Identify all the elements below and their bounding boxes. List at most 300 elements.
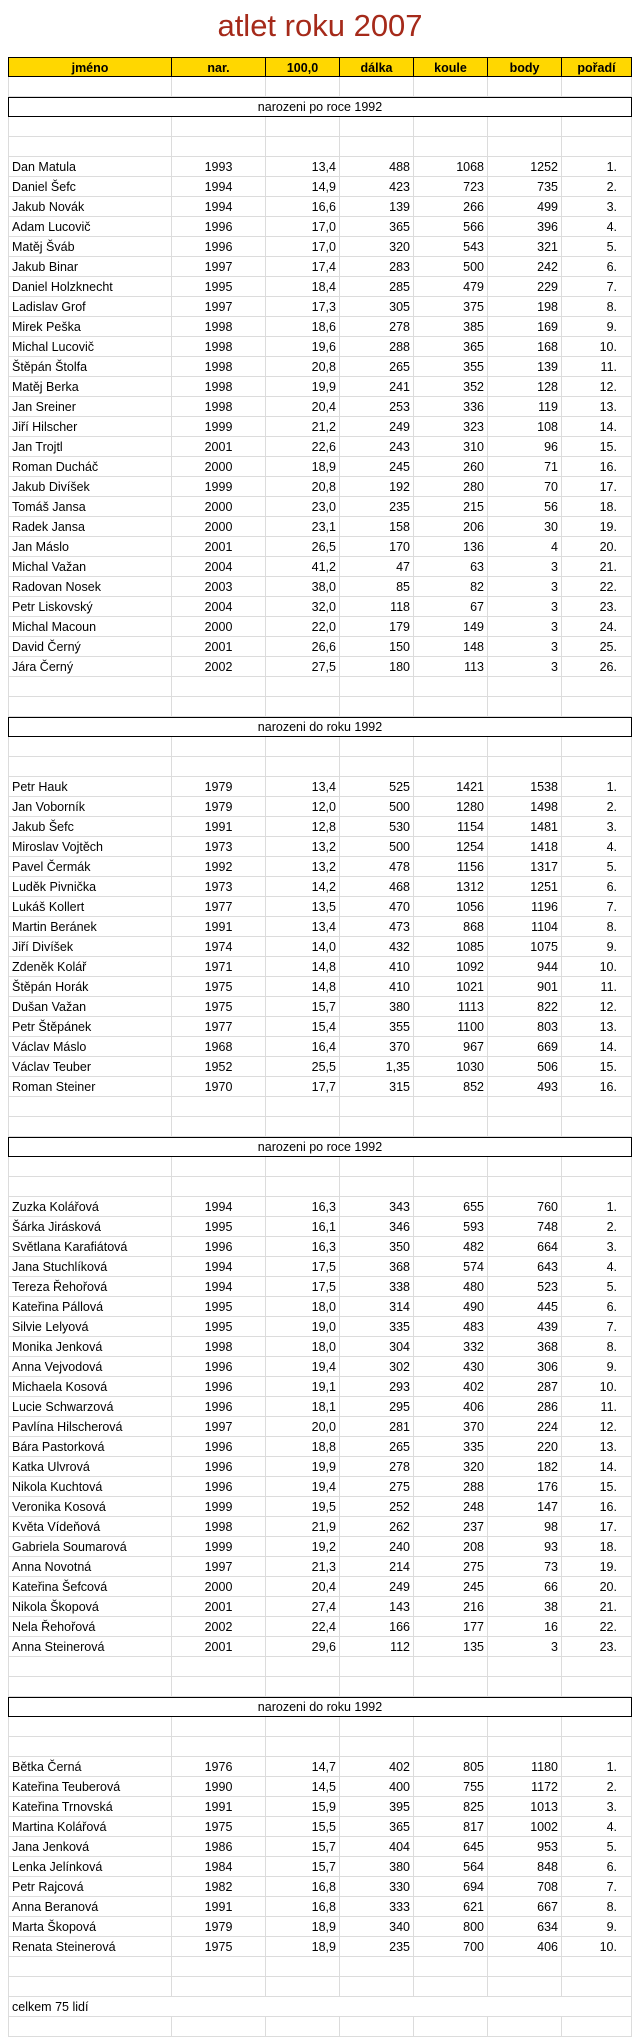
empty-cell: [266, 737, 340, 757]
empty-cell: [488, 1677, 562, 1697]
cell-points: 901: [488, 977, 562, 997]
cell-shot-put: 323: [414, 417, 488, 437]
cell-points: 1418: [488, 837, 562, 857]
empty-cell: [8, 1677, 172, 1697]
cell-rank: 7.: [562, 897, 632, 917]
empty-cell: [488, 77, 562, 97]
cell-sprint-100: 14,8: [266, 977, 340, 997]
empty-cell: [8, 1097, 172, 1117]
cell-long-jump: 340: [340, 1917, 414, 1937]
empty-cell: [8, 1657, 172, 1677]
cell-birth-year: 1995: [172, 1317, 266, 1337]
empty-cell: [8, 677, 172, 697]
cell-sprint-100: 22,6: [266, 437, 340, 457]
cell-birth-year: 2003: [172, 577, 266, 597]
cell-points: 38: [488, 1597, 562, 1617]
cell-birth-year: 2000: [172, 617, 266, 637]
cell-birth-year: 1995: [172, 1297, 266, 1317]
cell-name: Marta Škopová: [8, 1917, 172, 1937]
cell-sprint-100: 25,5: [266, 1057, 340, 1077]
empty-cell: [172, 1957, 266, 1977]
empty-cell: [488, 117, 562, 137]
empty-cell: [340, 1977, 414, 1997]
cell-sprint-100: 17,7: [266, 1077, 340, 1097]
cell-shot-put: 260: [414, 457, 488, 477]
cell-shot-put: 237: [414, 1517, 488, 1537]
cell-rank: 2.: [562, 177, 632, 197]
empty-cell: [172, 1117, 266, 1137]
cell-shot-put: 1312: [414, 877, 488, 897]
table-row: [8, 1477, 632, 1497]
cell-long-jump: 179: [340, 617, 414, 637]
cell-shot-put: 266: [414, 197, 488, 217]
blank-row: [8, 1737, 632, 1757]
cell-rank: 14.: [562, 1457, 632, 1477]
empty-cell: [172, 1677, 266, 1697]
cell-shot-put: 113: [414, 657, 488, 677]
table-row: [8, 917, 632, 937]
cell-birth-year: 1999: [172, 1537, 266, 1557]
table-row: [8, 1397, 632, 1417]
cell-sprint-100: 16,4: [266, 1037, 340, 1057]
empty-cell: [562, 1957, 632, 1977]
cell-rank: 3.: [562, 817, 632, 837]
cell-sprint-100: 21,2: [266, 417, 340, 437]
cell-shot-put: 967: [414, 1037, 488, 1057]
cell-points: 848: [488, 1857, 562, 1877]
cell-long-jump: 350: [340, 1237, 414, 1257]
empty-cell: [266, 1737, 340, 1757]
empty-cell: [340, 1737, 414, 1757]
cell-points: 368: [488, 1337, 562, 1357]
cell-name: Mirek Peška: [8, 317, 172, 337]
table-row: [8, 1577, 632, 1597]
cell-rank: 22.: [562, 1617, 632, 1637]
cell-name: Květa Vídeňová: [8, 1517, 172, 1537]
cell-name: Štěpán Štolfa: [8, 357, 172, 377]
empty-cell: [266, 1177, 340, 1197]
cell-birth-year: 2001: [172, 1597, 266, 1617]
table-row: [8, 997, 632, 1017]
cell-shot-put: 566: [414, 217, 488, 237]
cell-birth-year: 1996: [172, 1457, 266, 1477]
cell-name: Matěj Šváb: [8, 237, 172, 257]
cell-points: 406: [488, 1937, 562, 1957]
cell-name: Monika Jenková: [8, 1337, 172, 1357]
cell-long-jump: 473: [340, 917, 414, 937]
cell-shot-put: 1156: [414, 857, 488, 877]
cell-name: Tomáš Jansa: [8, 497, 172, 517]
cell-name: Jan Máslo: [8, 537, 172, 557]
cell-birth-year: 2000: [172, 457, 266, 477]
cell-shot-put: 136: [414, 537, 488, 557]
empty-cell: [8, 757, 172, 777]
cell-birth-year: 1998: [172, 337, 266, 357]
cell-shot-put: 805: [414, 1757, 488, 1777]
empty-cell: [8, 1957, 172, 1977]
cell-long-jump: 423: [340, 177, 414, 197]
cell-points: 523: [488, 1277, 562, 1297]
cell-sprint-100: 21,9: [266, 1517, 340, 1537]
cell-name: Kateřina Trnovská: [8, 1797, 172, 1817]
table-row: [8, 397, 632, 417]
cell-long-jump: 235: [340, 497, 414, 517]
empty-cell: [8, 1737, 172, 1757]
table-row: [8, 1877, 632, 1897]
cell-points: 822: [488, 997, 562, 1017]
cell-sprint-100: 18,8: [266, 1437, 340, 1457]
table-row: [8, 1557, 632, 1577]
cell-name: Lenka Jelínková: [8, 1857, 172, 1877]
page-title: atlet roku 2007: [217, 8, 423, 43]
empty-cell: [340, 2017, 414, 2037]
cell-birth-year: 1994: [172, 1197, 266, 1217]
cell-rank: 21.: [562, 557, 632, 577]
cell-name: Dušan Važan: [8, 997, 172, 1017]
empty-cell: [562, 1677, 632, 1697]
cell-rank: 10.: [562, 337, 632, 357]
table-row: [8, 537, 632, 557]
empty-cell: [562, 1657, 632, 1677]
table-row: [8, 357, 632, 377]
table-row: [8, 797, 632, 817]
cell-shot-put: 63: [414, 557, 488, 577]
cell-sprint-100: 17,4: [266, 257, 340, 277]
cell-birth-year: 1998: [172, 317, 266, 337]
table-row: [8, 437, 632, 457]
cell-sprint-100: 15,5: [266, 1817, 340, 1837]
cell-name: Šárka Jirásková: [8, 1217, 172, 1237]
cell-points: 321: [488, 237, 562, 257]
cell-rank: 9.: [562, 317, 632, 337]
cell-points: 1252: [488, 157, 562, 177]
cell-name: Nikola Škopová: [8, 1597, 172, 1617]
table-row: [8, 1197, 632, 1217]
table-row: [8, 217, 632, 237]
table-row: [8, 1297, 632, 1317]
cell-name: Štěpán Horák: [8, 977, 172, 997]
empty-cell: [340, 1957, 414, 1977]
cell-points: 493: [488, 1077, 562, 1097]
cell-long-jump: 118: [340, 597, 414, 617]
cell-name: Anna Vejvodová: [8, 1357, 172, 1377]
cell-name: Anna Steinerová: [8, 1637, 172, 1657]
table-row: [8, 957, 632, 977]
cell-points: 1317: [488, 857, 562, 877]
column-header-points: body: [488, 57, 562, 77]
cell-sprint-100: 26,5: [266, 537, 340, 557]
cell-birth-year: 1994: [172, 197, 266, 217]
cell-rank: 23.: [562, 1637, 632, 1657]
cell-points: 669: [488, 1037, 562, 1057]
cell-shot-put: 490: [414, 1297, 488, 1317]
cell-points: 667: [488, 1897, 562, 1917]
cell-sprint-100: 19,0: [266, 1317, 340, 1337]
cell-long-jump: 338: [340, 1277, 414, 1297]
cell-name: Petr Rajcová: [8, 1877, 172, 1897]
cell-name: Renata Steinerová: [8, 1937, 172, 1957]
empty-cell: [414, 1657, 488, 1677]
cell-birth-year: 1996: [172, 237, 266, 257]
table-row: [8, 1457, 632, 1477]
table-row: [8, 557, 632, 577]
cell-long-jump: 243: [340, 437, 414, 457]
cell-rank: 7.: [562, 277, 632, 297]
cell-shot-put: 177: [414, 1617, 488, 1637]
cell-points: 1002: [488, 1817, 562, 1837]
table-row: [8, 1277, 632, 1297]
cell-shot-put: 564: [414, 1857, 488, 1877]
cell-name: Pavlína Hilscherová: [8, 1417, 172, 1437]
cell-birth-year: 1986: [172, 1837, 266, 1857]
column-header-shot-put: koule: [414, 57, 488, 77]
blank-row: [8, 757, 632, 777]
cell-name: Miroslav Vojtěch: [8, 837, 172, 857]
cell-shot-put: 216: [414, 1597, 488, 1617]
table-row: [8, 517, 632, 537]
cell-name: Bětka Černá: [8, 1757, 172, 1777]
cell-rank: 3.: [562, 1797, 632, 1817]
cell-sprint-100: 14,8: [266, 957, 340, 977]
empty-cell: [488, 1177, 562, 1197]
cell-points: 634: [488, 1917, 562, 1937]
cell-points: 229: [488, 277, 562, 297]
blank-row: [8, 1117, 632, 1137]
section-label: narozeni po roce 1992: [8, 1137, 632, 1157]
cell-sprint-100: 13,5: [266, 897, 340, 917]
cell-birth-year: 2002: [172, 1617, 266, 1637]
empty-cell: [172, 1157, 266, 1177]
cell-name: Zuzka Kolářová: [8, 1197, 172, 1217]
empty-cell: [8, 137, 172, 157]
cell-birth-year: 1995: [172, 1217, 266, 1237]
cell-birth-year: 2004: [172, 597, 266, 617]
cell-shot-put: 320: [414, 1457, 488, 1477]
cell-rank: 15.: [562, 437, 632, 457]
cell-long-jump: 395: [340, 1797, 414, 1817]
cell-sprint-100: 23,1: [266, 517, 340, 537]
table-row: [8, 1317, 632, 1337]
cell-birth-year: 1991: [172, 917, 266, 937]
table-row: [8, 897, 632, 917]
cell-name: Zdeněk Kolář: [8, 957, 172, 977]
empty-cell: [172, 737, 266, 757]
cell-rank: 6.: [562, 1857, 632, 1877]
table-row: [8, 877, 632, 897]
cell-points: 220: [488, 1437, 562, 1457]
empty-cell: [488, 737, 562, 757]
cell-name: Daniel Šefc: [8, 177, 172, 197]
cell-name: Radovan Nosek: [8, 577, 172, 597]
cell-points: 176: [488, 1477, 562, 1497]
cell-sprint-100: 22,4: [266, 1617, 340, 1637]
table-row: [8, 1837, 632, 1857]
empty-cell: [488, 1097, 562, 1117]
cell-name: Jan Sreiner: [8, 397, 172, 417]
cell-long-jump: 525: [340, 777, 414, 797]
table-row: [8, 477, 632, 497]
table-row: [8, 1077, 632, 1097]
cell-name: Katka Ulvrová: [8, 1457, 172, 1477]
cell-birth-year: 1991: [172, 1897, 266, 1917]
cell-rank: 1.: [562, 777, 632, 797]
table-row: [8, 297, 632, 317]
cell-name: Petr Štěpánek: [8, 1017, 172, 1037]
empty-cell: [488, 1957, 562, 1977]
empty-cell: [414, 737, 488, 757]
cell-long-jump: 368: [340, 1257, 414, 1277]
table-row: [8, 1497, 632, 1517]
cell-birth-year: 1994: [172, 1277, 266, 1297]
cell-shot-put: 1154: [414, 817, 488, 837]
cell-rank: 8.: [562, 1337, 632, 1357]
cell-sprint-100: 13,4: [266, 917, 340, 937]
cell-points: 71: [488, 457, 562, 477]
cell-rank: 3.: [562, 1237, 632, 1257]
blank-row: [8, 1957, 632, 1977]
cell-birth-year: 1975: [172, 977, 266, 997]
cell-long-jump: 333: [340, 1897, 414, 1917]
empty-cell: [266, 1117, 340, 1137]
empty-cell: [562, 1717, 632, 1737]
cell-birth-year: 1977: [172, 1017, 266, 1037]
cell-name: Jana Jenková: [8, 1837, 172, 1857]
column-header-birth-year: nar.: [172, 57, 266, 77]
empty-cell: [562, 677, 632, 697]
empty-cell: [172, 77, 266, 97]
cell-points: 147: [488, 1497, 562, 1517]
cell-name: Petr Hauk: [8, 777, 172, 797]
cell-birth-year: 1997: [172, 1557, 266, 1577]
cell-rank: 11.: [562, 977, 632, 997]
cell-name: Anna Novotná: [8, 1557, 172, 1577]
cell-birth-year: 1999: [172, 417, 266, 437]
cell-rank: 4.: [562, 1817, 632, 1837]
empty-cell: [562, 1177, 632, 1197]
empty-cell: [340, 117, 414, 137]
cell-sprint-100: 13,2: [266, 857, 340, 877]
cell-sprint-100: 17,3: [266, 297, 340, 317]
empty-cell: [172, 1657, 266, 1677]
cell-long-jump: 365: [340, 217, 414, 237]
cell-birth-year: 1997: [172, 257, 266, 277]
section-header: [8, 97, 632, 117]
cell-name: Nela Řehořová: [8, 1617, 172, 1637]
cell-rank: 14.: [562, 1037, 632, 1057]
table-row: [8, 1037, 632, 1057]
cell-sprint-100: 18,4: [266, 277, 340, 297]
cell-shot-put: 430: [414, 1357, 488, 1377]
table-row: [8, 377, 632, 397]
cell-rank: 15.: [562, 1477, 632, 1497]
table-row: [8, 1897, 632, 1917]
cell-sprint-100: 16,6: [266, 197, 340, 217]
blank-row: [8, 77, 632, 97]
cell-birth-year: 1996: [172, 1437, 266, 1457]
cell-birth-year: 1995: [172, 277, 266, 297]
empty-cell: [8, 1157, 172, 1177]
cell-long-jump: 265: [340, 1437, 414, 1457]
cell-birth-year: 1971: [172, 957, 266, 977]
cell-shot-put: 67: [414, 597, 488, 617]
table-row: [8, 237, 632, 257]
cell-sprint-100: 18,9: [266, 1937, 340, 1957]
table-row: [8, 197, 632, 217]
empty-cell: [414, 1117, 488, 1137]
cell-long-jump: 410: [340, 957, 414, 977]
blank-row: [8, 1657, 632, 1677]
table-row: [8, 777, 632, 797]
cell-rank: 7.: [562, 1877, 632, 1897]
cell-name: Adam Lucovič: [8, 217, 172, 237]
cell-rank: 24.: [562, 617, 632, 637]
cell-sprint-100: 15,7: [266, 1857, 340, 1877]
cell-long-jump: 500: [340, 797, 414, 817]
cell-long-jump: 478: [340, 857, 414, 877]
empty-cell: [8, 697, 172, 717]
cell-long-jump: 249: [340, 1577, 414, 1597]
cell-shot-put: 1092: [414, 957, 488, 977]
cell-shot-put: 135: [414, 1637, 488, 1657]
empty-cell: [562, 1737, 632, 1757]
section-label: narozeni do roku 1992: [8, 1697, 632, 1717]
cell-sprint-100: 27,4: [266, 1597, 340, 1617]
table-row: [8, 1637, 632, 1657]
cell-sprint-100: 15,7: [266, 997, 340, 1017]
cell-long-jump: 410: [340, 977, 414, 997]
cell-points: 287: [488, 1377, 562, 1397]
cell-rank: 25.: [562, 637, 632, 657]
cell-sprint-100: 41,2: [266, 557, 340, 577]
cell-shot-put: 335: [414, 1437, 488, 1457]
cell-long-jump: 150: [340, 637, 414, 657]
cell-rank: 16.: [562, 457, 632, 477]
table-row: [8, 1437, 632, 1457]
cell-sprint-100: 15,4: [266, 1017, 340, 1037]
cell-shot-put: 755: [414, 1777, 488, 1797]
cell-long-jump: 320: [340, 237, 414, 257]
cell-name: Roman Ducháč: [8, 457, 172, 477]
cell-sprint-100: 20,0: [266, 1417, 340, 1437]
cell-sprint-100: 27,5: [266, 657, 340, 677]
table-row: [8, 1917, 632, 1937]
empty-cell: [8, 737, 172, 757]
table-row: [8, 1597, 632, 1617]
cell-name: Anna Beranová: [8, 1897, 172, 1917]
cell-rank: 7.: [562, 1317, 632, 1337]
table-row: [8, 1057, 632, 1077]
empty-cell: [8, 77, 172, 97]
cell-sprint-100: 14,9: [266, 177, 340, 197]
empty-cell: [172, 757, 266, 777]
cell-name: Luděk Pivnička: [8, 877, 172, 897]
cell-birth-year: 1998: [172, 1517, 266, 1537]
cell-long-jump: 404: [340, 1837, 414, 1857]
cell-shot-put: 148: [414, 637, 488, 657]
table-row: [8, 1757, 632, 1777]
cell-sprint-100: 19,9: [266, 377, 340, 397]
empty-cell: [414, 1677, 488, 1697]
cell-points: 953: [488, 1837, 562, 1857]
cell-birth-year: 1984: [172, 1857, 266, 1877]
cell-birth-year: 1993: [172, 157, 266, 177]
cell-shot-put: 574: [414, 1257, 488, 1277]
table-row: [8, 177, 632, 197]
cell-rank: 5.: [562, 857, 632, 877]
table-row: [8, 637, 632, 657]
cell-long-jump: 380: [340, 997, 414, 1017]
empty-cell: [8, 117, 172, 137]
